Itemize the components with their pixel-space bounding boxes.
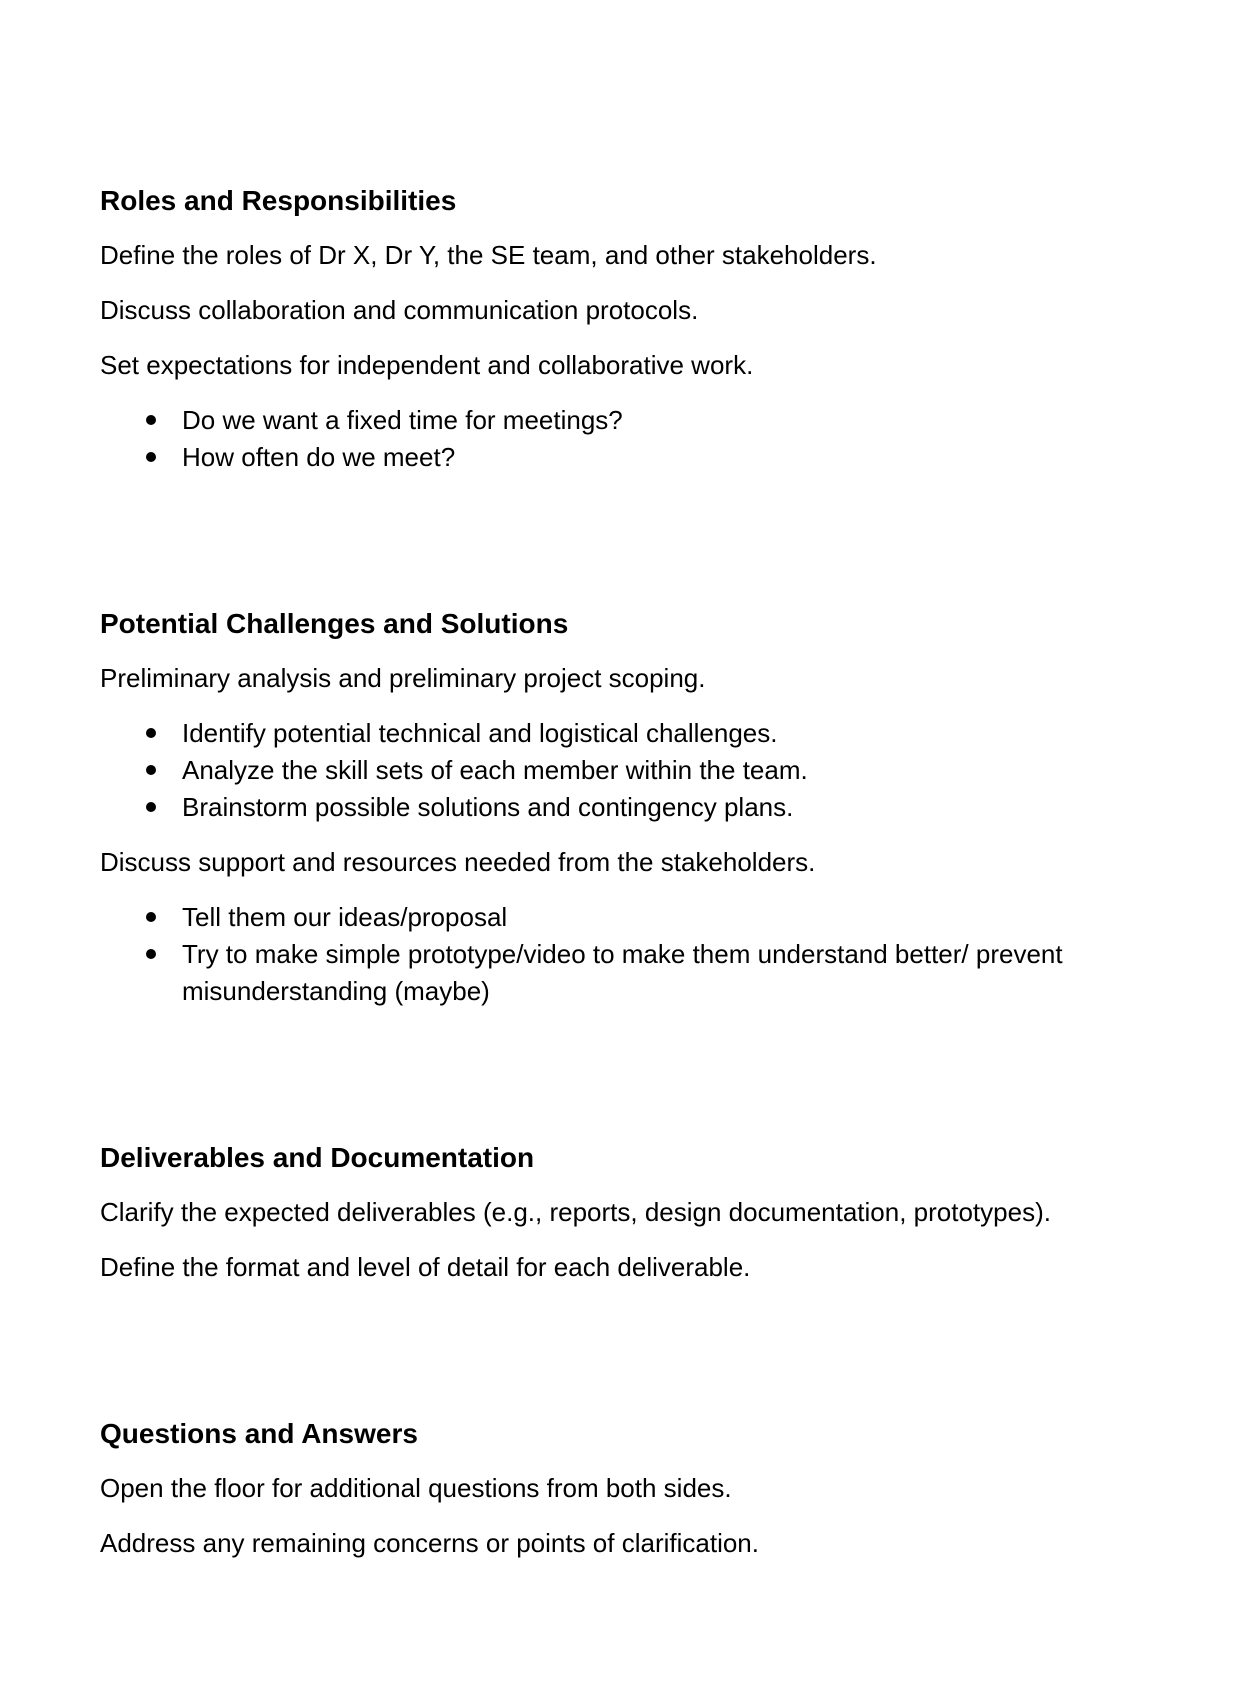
section-heading: Questions and Answers: [100, 1418, 418, 1449]
list-item-text: How often do we meet?: [182, 442, 456, 472]
section-heading: Roles and Responsibilities: [100, 185, 457, 216]
section-heading: Potential Challenges and Solutions: [100, 608, 569, 639]
list-item-text: Analyze the skill sets of each member within the team.: [182, 755, 808, 785]
bullet-icon: [146, 728, 156, 738]
section-potential-challenges-and-solutions: [100, 605, 1135, 1010]
paragraph: Preliminary analysis and preliminary project scoping.: [100, 663, 706, 693]
list-item-text: Do we want a fixed time for meetings?: [182, 405, 623, 435]
paragraph: Address any remaining concerns or points of clarification.: [100, 1528, 759, 1558]
list-item: [100, 936, 1135, 1010]
bullet-list: [100, 899, 1135, 1010]
paragraph: Open the floor for additional questions from both sides.: [100, 1473, 732, 1503]
section-roles-and-responsibilities: [100, 182, 1135, 476]
paragraph: Define the format and level of detail for each deliverable.: [100, 1252, 751, 1282]
bullet-icon: [146, 802, 156, 812]
section-questions-and-answers: [100, 1415, 1135, 1562]
paragraph: Discuss support and resources needed from the stakeholders.: [100, 847, 816, 877]
bullet-icon: [146, 452, 156, 462]
paragraph: Clarify the expected deliverables (e.g., reports, design documentation, prototypes).: [100, 1197, 1051, 1227]
paragraph: Define the roles of Dr X, Dr Y, the SE team, and other stakeholders.: [100, 240, 877, 270]
bullet-icon: [146, 949, 156, 959]
list-item-text: Tell them our ideas/proposal: [182, 902, 508, 932]
list-item: [100, 752, 1135, 789]
list-item-text: Identify potential technical and logistical challenges.: [182, 718, 778, 748]
bullet-icon: [146, 415, 156, 425]
list-item-text: Try to make simple prototype/video to make them understand better/ prevent misunderstanding (maybe): [182, 939, 1063, 1006]
list-item: [100, 402, 1135, 439]
bullet-list: [100, 715, 1135, 826]
paragraph: Set expectations for independent and collaborative work.: [100, 350, 754, 380]
list-item: [100, 899, 1135, 936]
paragraph: Discuss collaboration and communication protocols.: [100, 295, 699, 325]
section-deliverables-and-documentation: [100, 1139, 1135, 1286]
bullet-icon: [146, 765, 156, 775]
list-item: [100, 715, 1135, 752]
section-heading: Deliverables and Documentation: [100, 1142, 535, 1173]
list-item: [100, 439, 1135, 476]
bullet-list: [100, 402, 1135, 476]
list-item: [100, 789, 1135, 826]
bullet-icon: [146, 912, 156, 922]
list-item-text: Brainstorm possible solutions and contingency plans.: [182, 792, 794, 822]
